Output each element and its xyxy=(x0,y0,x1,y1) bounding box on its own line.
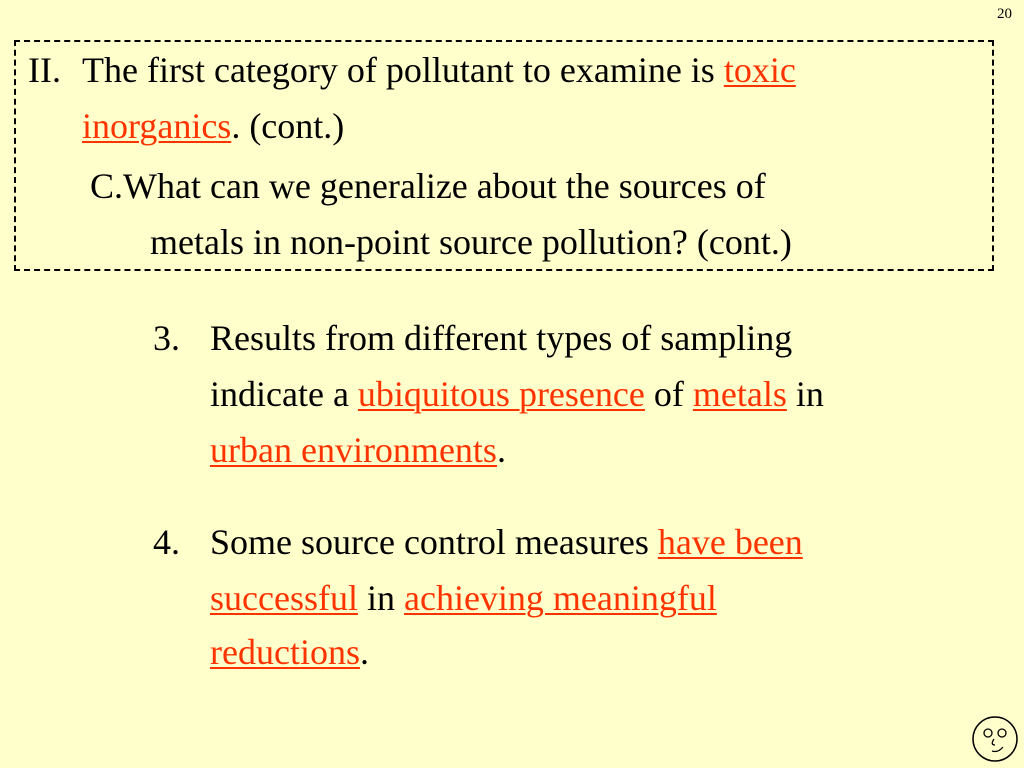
point-3-end: . xyxy=(496,430,506,470)
heading-line-1 xyxy=(82,50,796,90)
keyword-reductions[interactable]: reductions xyxy=(210,632,360,672)
heading-line-2 xyxy=(82,106,344,146)
point-3-number: 3. xyxy=(153,318,180,358)
page-number: 20 xyxy=(997,6,1012,22)
heading-numeral: II. xyxy=(28,50,61,90)
point-4-text-b: in xyxy=(366,578,395,618)
keyword-inorganics[interactable]: inorganics xyxy=(82,106,232,146)
point-4-line-1 xyxy=(210,522,803,562)
point-3-text-c: in xyxy=(795,374,824,414)
point-4-text-a: Some source control measures xyxy=(210,522,649,562)
keyword-successful[interactable]: successful xyxy=(210,578,358,618)
keyword-achieving-meaningful[interactable]: achieving meaningful xyxy=(403,578,717,618)
heading-line-1-text: The first category of pollutant to examine is xyxy=(82,50,715,90)
point-3-line-2 xyxy=(210,374,824,414)
keyword-toxic[interactable]: toxic xyxy=(723,50,796,90)
subheading-line-2: metals in non-point source pollution? (cont.) xyxy=(150,222,792,262)
heading-line-2-text: . (cont.) xyxy=(231,106,345,146)
point-4-end: . xyxy=(359,632,369,672)
keyword-urban-environments[interactable]: urban environments xyxy=(210,430,497,470)
point-3-line-3 xyxy=(210,430,506,470)
point-3-line-1: Results from different types of sampling xyxy=(210,318,793,358)
point-3-text-a: indicate a xyxy=(210,374,349,414)
point-4-line-3 xyxy=(210,632,369,672)
point-3-text-b: of xyxy=(653,374,684,414)
smiley-face-icon[interactable] xyxy=(970,714,1020,764)
keyword-ubiquitous-presence[interactable]: ubiquitous presence xyxy=(357,374,645,414)
point-4-number: 4. xyxy=(153,522,180,562)
subheading-line-1: C.What can we generalize about the sources of xyxy=(90,166,766,206)
keyword-metals[interactable]: metals xyxy=(692,374,787,414)
keyword-have-been[interactable]: have been xyxy=(657,522,803,562)
point-4-line-2 xyxy=(210,578,717,618)
